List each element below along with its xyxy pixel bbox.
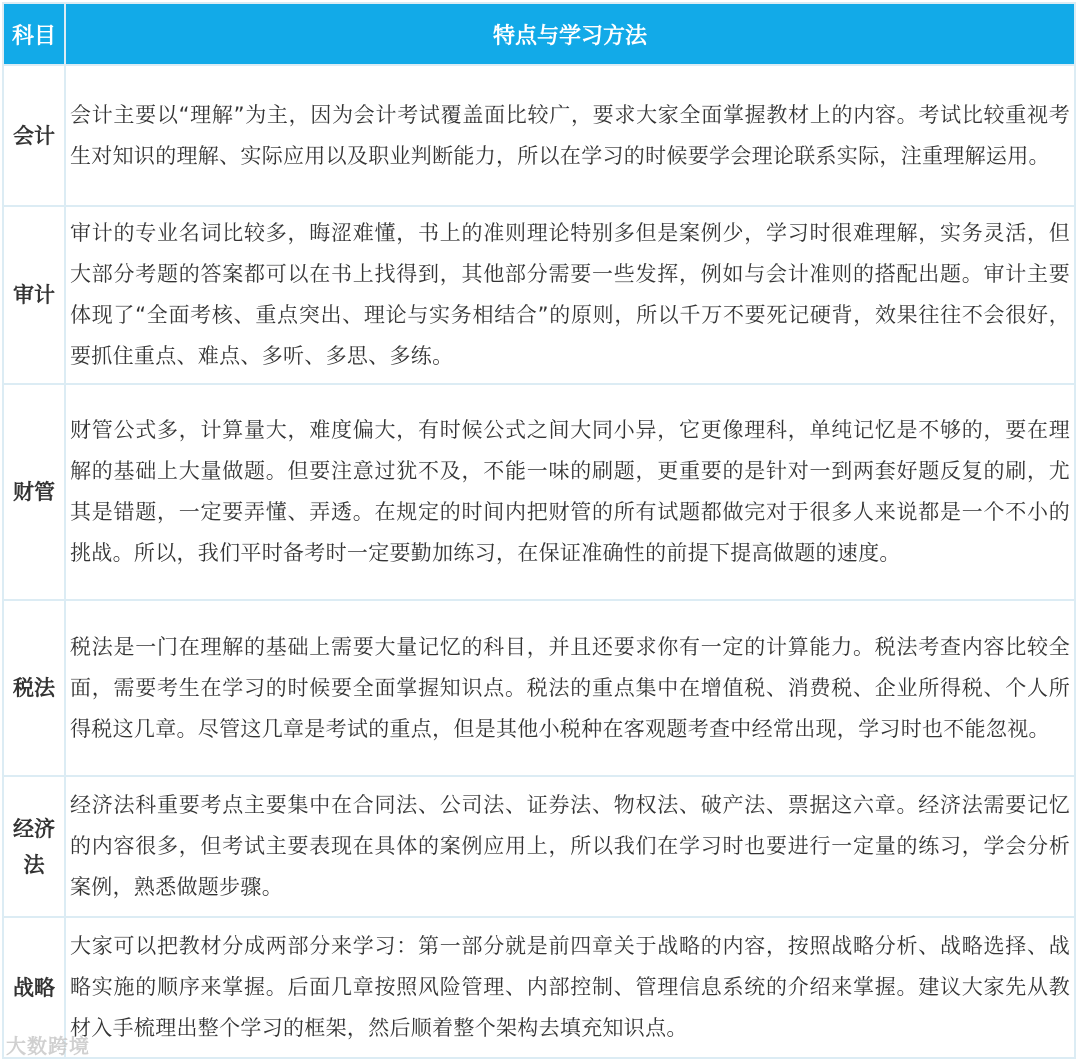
subject-cell: 税法 [3, 600, 65, 776]
description-cell: 审计的专业名词比较多，晦涩难懂，书上的准则理论特别多但是案例少，学习时很难理解，实务灵活，但大部分考题的答案都可以在书上找得到，其他部分需要一些发挥，例如与会计准则的搭配出题。审计主要体现了“全面考核、重点突出、理论与实务相结合”的原则，所以千万不要死记硬背，效果往往不会很好，要抓住重点、难点、多听、多思、多练。 [65, 206, 1075, 384]
description-cell: 大家可以把教材分成两部分来学习：第一部分就是前四章关于战略的内容，按照战略分析、战略选择、战略实施的顺序来掌握。后面几章按照风险管理、内部控制、管理信息系统的介绍来掌握。建议大家先从教材入手梳理出整个学习的框架，然后顺着整个架构去填充知识点。 [65, 917, 1075, 1058]
subject-cell: 经济法 [3, 776, 65, 917]
header-features: 特点与学习方法 [65, 3, 1075, 65]
subject-cell: 财管 [3, 384, 65, 600]
description-cell: 经济法科重要考点主要集中在合同法、公司法、证券法、物权法、破产法、票据这六章。经济法需要记忆的内容很多，但考试主要表现在具体的案例应用上，所以我们在学习时也要进行一定量的练习，学会分析案例，熟悉做题步骤。 [65, 776, 1075, 917]
table-row [3, 65, 1075, 206]
description-cell: 税法是一门在理解的基础上需要大量记忆的科目，并且还要求你有一定的计算能力。税法考查内容比较全面，需要考生在学习的时候要全面掌握知识点。税法的重点集中在增值税、消费税、企业所得税、个人所得税这几章。尽管这几章是考试的重点，但是其他小税种在客观题考查中经常出现，学习时也不能忽视。 [65, 600, 1075, 776]
table-row [3, 384, 1075, 600]
header-subject: 科目 [3, 3, 65, 65]
table-row [3, 600, 1075, 776]
description-cell: 财管公式多，计算量大，难度偏大，有时候公式之间大同小异，它更像理科，单纯记忆是不够的，要在理解的基础上大量做题。但要注意过犹不及，不能一味的刷题，更重要的是针对一到两套好题反复的刷，尤其是错题，一定要弄懂、弄透。在规定的时间内把财管的所有试题都做完对于很多人来说都是一个不小的挑战。所以，我们平时备考时一定要勤加练习，在保证准确性的前提下提高做题的速度。 [65, 384, 1075, 600]
subject-cell: 战略 [3, 917, 65, 1058]
table-row [3, 776, 1075, 917]
table-row [3, 206, 1075, 384]
watermark: 大数跨境 [6, 1034, 90, 1058]
table-header-row [3, 3, 1075, 65]
subject-cell: 审计 [3, 206, 65, 384]
subject-cell: 会计 [3, 65, 65, 206]
study-method-table [2, 2, 1076, 1059]
description-cell: 会计主要以“理解”为主，因为会计考试覆盖面比较广，要求大家全面掌握教材上的内容。考试比较重视考生对知识的理解、实际应用以及职业判断能力，所以在学习的时候要学会理论联系实际，注重理解运用。 [65, 65, 1075, 206]
table-row [3, 917, 1075, 1058]
